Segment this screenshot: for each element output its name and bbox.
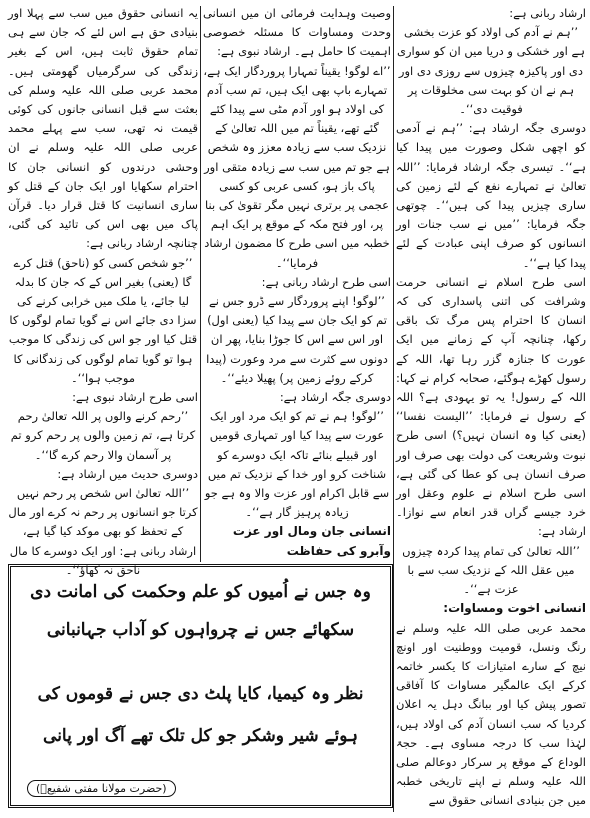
poem-line: سکھائے جس نے چرواہوں کو آداب جہانبانی [46, 620, 355, 640]
article-column-middle [203, 4, 391, 561]
paragraph: دوسری جگہ ارشاد ہے: ’’ہم نے آدمی کو اچھی شکل وصورت میں پیدا کیا ہے‘‘۔ تیسری جگہ ارشاد فرمایا: ’’اللہ تعالیٰ نے تمہارے نفع کے لئے زمین کی ساری چیزیں پیدا کی ہیں‘‘۔ چوتھی جگہ فرمایا: ’’میں نے سب جنات اور انسانوں کو صرف اپنی عبادت کے لئے پیدا کیا ہے‘‘۔ [396, 121, 586, 270]
paragraph: دوسری جگہ ارشاد ہے: [279, 390, 391, 405]
poem-line: نظر وہ کیمیا، کایا پلٹ دی جس نے قوموں کی [37, 684, 364, 704]
paragraph: ارشاد ربانی ہے: [509, 6, 586, 20]
quote-paragraph: ’’لوگو! اپنے پروردگار سے ڈرو جس نے تم کو ایک جان سے پیدا کیا (یعنی اول) اور اس سے اس کا جوڑا بنایا، پھر ان دونوں سے کثرت سے مرد وعورت (پیدا کرکے روئے زمین پر) پھیلا دیئے‘‘۔ [206, 294, 388, 385]
poem-line: ہوئے شیر وشکر جو کل تلک تھے آگ اور پانی [43, 726, 358, 746]
quote-paragraph: ’’ہم نے آدم کی اولاد کو عزت بخشی ہے اور خشکی و دریا میں ان کو سواری دی اور پاکیزہ چیزوں سے روزی دی اور ہم نے ان کو بہت سی مخلوقات پر فوقیت دی‘‘۔ [396, 25, 586, 117]
column-divider [393, 6, 394, 812]
quote-paragraph: ’’رحم کرنے والوں پر اللہ تعالیٰ رحم کرتا ہے، تم زمین والوں پر رحم کرو تم پر آسمان والا رحم کرے گا‘‘۔ [10, 409, 196, 462]
quote-paragraph: ’’اللہ تعالیٰ کی تمام پیدا کردہ چیزوں میں عقل اللہ کے نزدیک سب سے با عزت ہے‘‘۔ [402, 543, 580, 597]
paragraph: اسی طرح اسلام نے انسانی حرمت وشرافت کی اتنی پاسداری کی کہ انسان کا احترام پس مرگ تک باقی رکھا، چنانچہ آپ کے زمانے میں ایک عورت کا جنازہ گزر رہا تھا، اللہ کے رسول کھڑے ہوگئے، صحابہ کرام نے کہا: اللہ کے رسول! یہ تو یہودی ہے؟ اللہ کے رسول نے فرمایا: ’’الیست نفسا‘‘ (یعنی کیا وہ انسان نہیں؟) اسی طرح نبوت وشریعت کی دولت بھی صرف اور صرف انسان ہی کو عطا کی گئی ہے، اسی طرح اسلام نے علوم وعقل اور خرد جیسے گراں قدر انعام سے نوازا۔ ارشاد ہے: [396, 274, 586, 539]
poem-box [8, 564, 393, 808]
quote-paragraph: ’’اے لوگو! یقیناً تمہارا پروردگار ایک ہے، تمہارے باپ بھی ایک ہیں، تم سب آدم کی اولاد ہو اور آدم مٹی سے پیدا کئے گئے تھے، یقیناً تم میں اللہ تعالیٰ کے نزدیک سب سے زیادہ معزز وہ شخص ہے جو تم میں سب سے زیادہ متقی اور پاک باز ہو، کسی عربی کو کسی عجمی پر برتری نہیں مگر تقویٰ کی بنا پر، اور فتح مکہ کے موقع پر ایک اہم خطبہ میں اسی طرح کا مضمون ارشاد فرمایا‘‘۔ [203, 63, 391, 270]
paragraph: دوسری حدیث میں ارشاد ہے: [57, 466, 198, 481]
paragraph: اسی طرح ارشاد نبوی ہے: [72, 390, 198, 405]
section-heading: انسانی اخوت ومساوات: [443, 601, 586, 616]
article-column-left [8, 4, 198, 580]
quote-paragraph: ’’جو شخص کسی کو (ناحق) قتل کرے گا (یعنی) بغیر اس کے کہ جان کا بدلہ لیا جائے، یا ملک میں خرابی کرنے کی سزا دی جائے اس نے گویا تمام لوگوں کا قتل کیا اور جو اس کی زندگی کا موجب ہوا تو گویا تمام لوگوں کی زندگانی کا موجب ہوا‘‘۔ [8, 255, 198, 385]
column-divider [200, 6, 201, 562]
quote-paragraph: ’’لوگو! ہم نے تم کو ایک مرد اور ایک عورت سے پیدا کیا اور تمہاری قومیں اور قبیلے بنائے تاکہ ایک دوسرے کو شناخت کرو اور خدا کے نزدیک تم میں سے قابل اکرام اور عزت والا وہ ہے جو زیادہ پرہیز گار ہے‘‘۔ [204, 409, 390, 520]
paragraph: اسی طرح ارشاد ربانی ہے: [261, 274, 391, 289]
section-heading: انسانی جان ومال اور عزت وآبرو کی حفاظت [232, 524, 391, 558]
paragraph: یہ انسانی حقوق میں سب سے پہلا اور بنیادی حق ہے اس لئے کہ جان سے ہی تمام حقوق ثابت ہیں، اس کے بغیر زندگی کی سرگرمیاں گھومتی ہیں۔ محمد عربی صلی اللہ علیہ وسلم کی بعثت سے قبل انسانی جانوں کی کوئی قیمت نہ تھی، سب سے پہلے محمد عربی صلی اللہ علیہ وسلم نے ان وحشی درندوں کو انسانی جان کا احترام سکھایا اور ایک جان کے قتل کو ساری انسانیت کا قتل قرار دیا۔ قرآن پاک میں بھی اس کی تائید کی گئی، چنانچہ ارشاد ربانی ہے: [8, 6, 198, 251]
paragraph: محمد عربی صلی اللہ علیہ وسلم نے رنگ ونسل، قومیت ووطنیت اور اونچ نیچ کے سارے امتیازات کا یکسر خاتمہ کرکے ایک عالمگیر مساوات کا آفاقی تصور پیش کیا اور ببانگ دہل یہ اعلان کردیا کہ سب انسان آدم کی اولاد ہیں، لہٰذا سب کا درجہ مساوی ہے۔ حجۃ الوداع کے موقع پر سرکار دوعالم صلی اللہ علیہ وسلم نے اپنے تاریخی خطبہ میں جن بنیادی انسانی حقوق سے [396, 620, 586, 808]
article-column-right [396, 4, 586, 811]
poem-credit: (حضرت مولانا مفتی شفیعؒ) [27, 780, 176, 797]
quote-paragraph: ’’اللہ تعالیٰ اس شخص پر رحم نہیں کرتا جو انسانوں پر رحم نہ کرے اور مال کے تحفظ کو بھی موکد کیا گیا ہے، ارشاد ربانی ہے: اور ایک دوسرے کا مال ناحق نہ کھاؤ‘‘۔ [8, 486, 198, 577]
paragraph: وصیت وہدایت فرمائی ان میں انسانی وحدت ومساوات کا مسئلہ خصوصی اہمیت کا حامل ہے۔ ارشاد نبوی ہے: [203, 6, 391, 59]
poem-line: وہ جس نے اُمیوں کو علم وحکمت کی امانت دی [30, 582, 371, 602]
